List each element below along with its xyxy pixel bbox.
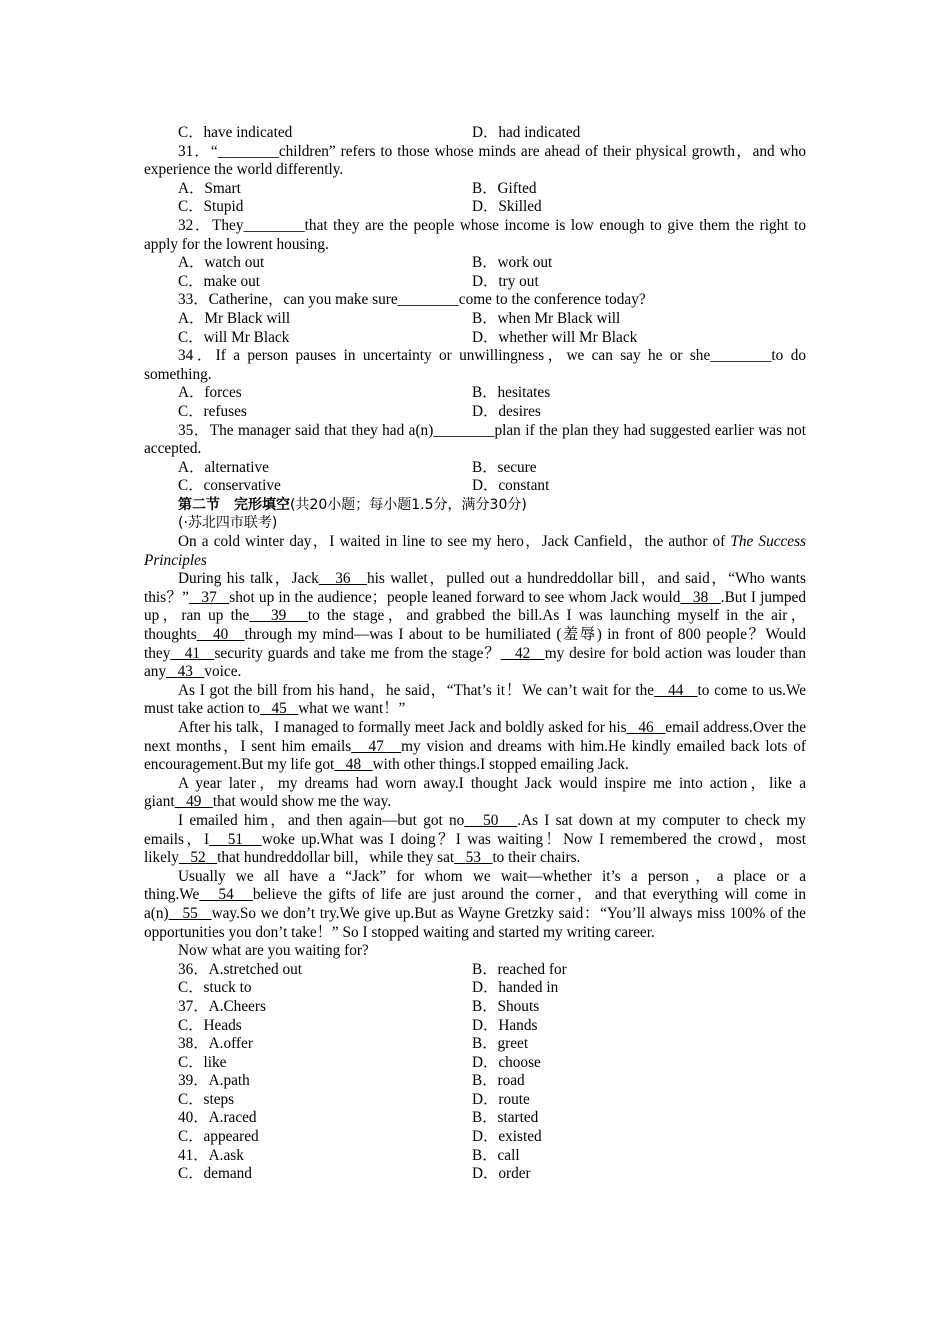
q30-option-d: D．had indicated: [472, 124, 581, 141]
q40-option-c: C．appeared: [178, 1128, 259, 1146]
q37-option-c: C．Heads: [178, 1016, 242, 1034]
q35-option-b: B．secure: [472, 458, 537, 476]
q38-options-row-1: [144, 1035, 806, 1054]
passage-p1-text: On a cold winter day，I waited in line to see my hero，Jack Canfield，the author of: [178, 533, 731, 551]
q32-option-a: A．watch out: [178, 254, 265, 272]
q41-option-b: B．call: [472, 1146, 520, 1164]
blank-41: 41: [184, 644, 201, 662]
q39-option-c: C．steps: [178, 1090, 235, 1108]
section-heading: [144, 496, 806, 515]
blank-38: 38: [692, 588, 709, 606]
passage-paragraph-7: [144, 868, 806, 942]
q40-options-row-2: [144, 1128, 806, 1147]
q37-option-b: B．Shouts: [472, 997, 540, 1015]
passage-text: A year later，my dreams had worn away.I thought Jack would inspire me into action，like a giant: [144, 774, 806, 811]
q32-option-c: C．make out: [178, 272, 260, 290]
q32-option-b: B．work out: [472, 254, 553, 272]
q31-option-b: B．Gifted: [472, 179, 537, 197]
blank-48: 48: [345, 756, 362, 774]
q33-option-d: D．whether will Mr Black: [472, 328, 638, 346]
q39-option-b: B．road: [472, 1072, 525, 1090]
q37-option-d: D．Hands: [472, 1016, 538, 1034]
q34-options-row-2: [144, 403, 806, 422]
q37-options-row-1: [144, 998, 806, 1017]
blank-39: 39: [270, 607, 287, 625]
q32-stem: 32．They________that they are the people whose income is low enough to give them the right to apply for the lowrent housing.: [144, 216, 806, 253]
passage-text: that would show me the way.: [212, 793, 392, 811]
passage-text: my desire for bold action was louder than any: [144, 644, 806, 681]
q40-option-d: D．existed: [472, 1128, 542, 1146]
passage-text: During his talk，Jack: [178, 570, 319, 588]
q35-stem: 35．The manager said that they had a(n)________plan if the plan they had suggested earlier was not accepted.: [144, 421, 806, 458]
q34-options-row-1: [144, 384, 806, 403]
q30-options-row: [144, 124, 806, 143]
q33-stem: 33．Catherine，can you make sure________come to the conference today?: [178, 291, 646, 309]
q38-option-d: D．choose: [472, 1053, 541, 1071]
passage-text: way.So we don’t try.We give up.But as Wayne Gretzky said：“You’ll always miss 100% of the opportunities you don’t take！” So I stopped waiting and started my writing career.: [144, 904, 806, 941]
q33-options-row-1: [144, 310, 806, 329]
q34-option-d: D．desires: [472, 402, 541, 420]
passage-text: woke up.What was I doing？I was waiting！Now I remembered the crowd，most likely: [144, 830, 806, 867]
q31-option-a: A．Smart: [178, 179, 241, 197]
passage-text: that hundreddollar bill，while they sat: [217, 849, 455, 867]
q33-option-b: B．when Mr Black will: [472, 309, 621, 327]
q31-options-row-1: [144, 180, 806, 199]
q41-options-row-1: [144, 1147, 806, 1166]
q32-option-d: D．try out: [472, 272, 539, 290]
passage-text: security guards and take me from the stage？: [214, 644, 501, 662]
q39-options-row-1: [144, 1072, 806, 1091]
q34-option-a: A．forces: [178, 384, 242, 402]
section-scoring: (共20小题；每小题1.5分，满分30分): [290, 496, 527, 513]
q38-options-row-2: [144, 1054, 806, 1073]
passage-paragraph-1: [144, 533, 806, 570]
q38-option-a: 38．A.offer: [178, 1035, 253, 1053]
q31-options-row-2: [144, 198, 806, 217]
passage-paragraph-5: [144, 775, 806, 812]
q35-options-row-2: [144, 477, 806, 496]
passage-text: my vision and dreams with him.He kindly emailed back lots of encouragement.But my life got: [144, 737, 806, 774]
q31-stem: 31．“________children” refers to those whose minds are ahead of their physical growth，and who experience the world differently.: [144, 142, 806, 179]
q39-options-row-2: [144, 1091, 806, 1110]
passage-paragraph-3: [144, 682, 806, 719]
q31-option-d: D．Skilled: [472, 198, 542, 216]
q34-stem: 34．If a person pauses in uncertainty or unwillingness，we can say he or she________to do something.: [144, 347, 806, 383]
passage-text: .As I sat down at my computer to check my emails，I: [144, 811, 806, 848]
q32-options-row-2: [144, 273, 806, 292]
blank-42: 42: [515, 644, 531, 662]
passage-text: I emailed him，and then again—but got no: [178, 811, 465, 829]
q32-options-row-1: [144, 254, 806, 273]
blank-49: 49: [186, 793, 202, 811]
blank-50: 50: [483, 811, 499, 829]
section-title: 第二节 完形填空: [178, 496, 290, 513]
passage-text: what we want！”: [298, 700, 406, 718]
q39-option-d: D．route: [472, 1090, 530, 1108]
q34-option-b: B．hesitates: [472, 384, 551, 402]
blank-55: 55: [182, 904, 198, 922]
q38-option-b: B．greet: [472, 1035, 529, 1053]
passage-paragraph-4: [144, 719, 806, 775]
q35-option-c: C．conservative: [178, 477, 281, 495]
section-source: (·苏北四市联考): [178, 515, 278, 532]
passage-text: believe the gifts of life are just around the corner，and that everything will come in a(n): [144, 886, 806, 922]
passage-text: .But I jumped up，ran up the: [144, 588, 806, 625]
q37-options-row-2: [144, 1017, 806, 1036]
passage-text: email address.Over the next months，I sent him emails: [144, 719, 807, 755]
passage-text: After his talk，I managed to formally meet Jack and boldly asked for his: [178, 719, 627, 736]
q36-option-a: 36．A.stretched out: [178, 960, 303, 978]
q33-options-row-2: [144, 329, 806, 348]
blank-44: 44: [668, 681, 684, 699]
q41-option-d: D．order: [472, 1165, 531, 1183]
passage-text: As I got the bill from his hand，he said，“That’s it！We can’t wait for the: [178, 681, 655, 699]
passage-text: voice.: [204, 663, 242, 681]
q33-option-a: A．Mr Black will: [178, 309, 291, 327]
passage-paragraph-2: [144, 570, 806, 682]
blank-45: 45: [271, 700, 287, 718]
passage-paragraph-6: [144, 812, 806, 868]
passage-text: to come to us.We must take action to: [144, 681, 806, 718]
blank-51: 51: [227, 830, 244, 848]
passage-text: to the stage，and grabbed the bill.As I was launching myself in the air，thoughts: [144, 607, 806, 644]
blank-54: 54: [218, 886, 234, 904]
q35-option-d: D．constant: [472, 477, 550, 495]
passage-text: with other things.I stopped emailing Jack.: [372, 756, 629, 774]
q33-option-c: C．will Mr Black: [178, 328, 290, 346]
q31-option-c: C．Stupid: [178, 198, 244, 216]
q30-option-c: C．have indicated: [178, 124, 293, 141]
blank-37: 37: [201, 588, 217, 606]
passage-paragraph-8: Now what are you waiting for?: [178, 942, 369, 960]
q37-option-a: 37．A.Cheers: [178, 997, 266, 1015]
q36-options-row-2: [144, 979, 806, 998]
q39-option-a: 39．A.path: [178, 1072, 250, 1090]
q41-option-c: C．demand: [178, 1165, 252, 1183]
book-title: The Success Principles: [144, 533, 806, 569]
q35-options-row-1: [144, 459, 806, 478]
passage-text: Usually we all have a “Jack” for whom we wait—whether it’s a person，a place or a thing.We: [144, 867, 806, 904]
q40-option-a: 40．A.raced: [178, 1109, 257, 1127]
passage-text: shot up in the audience；people leaned forward to see whom Jack would: [229, 588, 681, 606]
q41-option-a: 41．A.ask: [178, 1146, 244, 1164]
q36-option-c: C．stuck to: [178, 979, 252, 997]
blank-53: 53: [465, 849, 481, 867]
q38-option-c: C．like: [178, 1053, 227, 1071]
q35-option-a: A．alternative: [178, 458, 269, 476]
passage-text: through my mind—was I about to be humiliated (羞辱) in front of 800 people？Would they: [144, 626, 806, 662]
blank-36: 36: [335, 570, 351, 588]
blank-47: 47: [368, 737, 384, 755]
q36-option-d: D．handed in: [472, 979, 559, 997]
q34-option-c: C．refuses: [178, 402, 247, 420]
blank-40: 40: [212, 626, 229, 644]
blank-46: 46: [638, 719, 654, 736]
q40-option-b: B．started: [472, 1109, 539, 1127]
q36-options-row-1: [144, 961, 806, 980]
q36-option-b: B．reached for: [472, 960, 567, 978]
q40-options-row-1: [144, 1109, 806, 1128]
blank-52: 52: [190, 849, 206, 867]
passage-text: to their chairs.: [492, 849, 581, 867]
passage-text: his wallet，pulled out a hundreddollar bill，and said，“Who wants this？”: [144, 570, 806, 606]
exam-page: [144, 124, 806, 1184]
q41-options-row-2: [144, 1165, 806, 1184]
blank-43: 43: [177, 663, 193, 681]
section-source-line: [144, 514, 806, 533]
